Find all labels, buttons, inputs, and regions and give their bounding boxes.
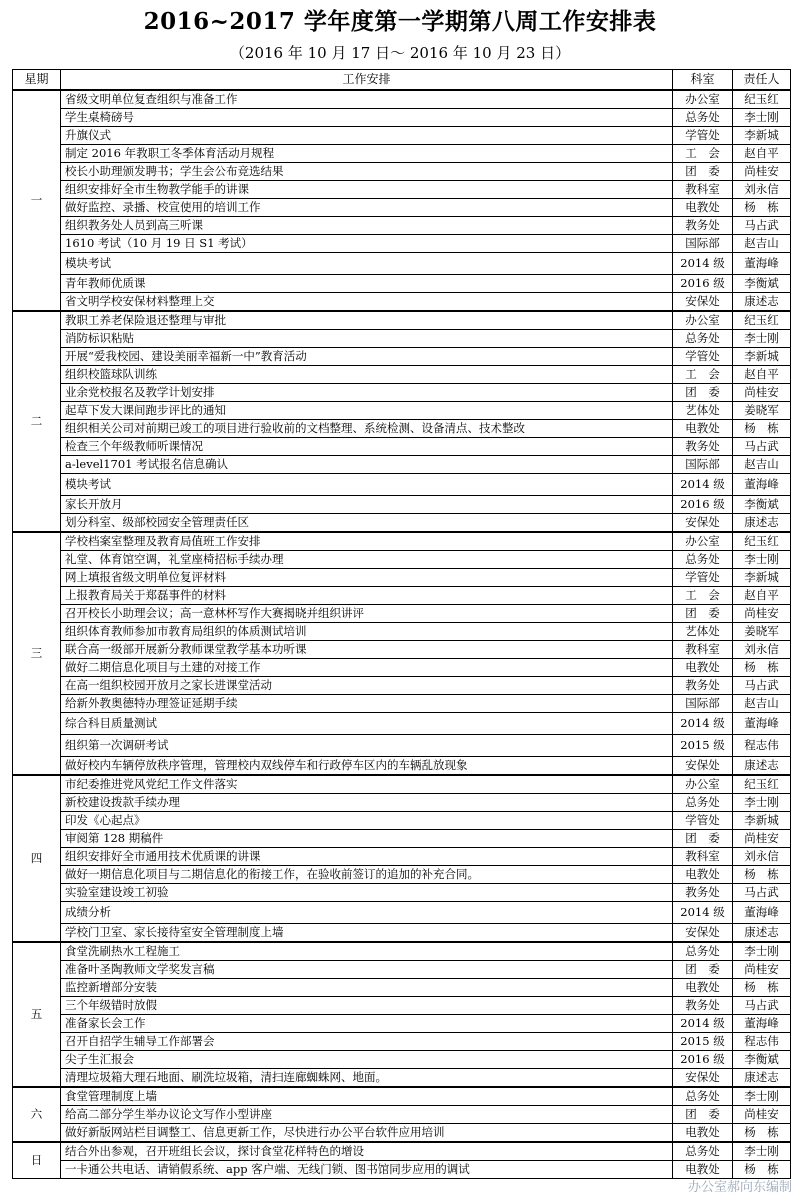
table-row (13, 757, 791, 776)
person-cell: 李衡斌 (733, 496, 791, 514)
task-cell: 食堂洗刷热水工程施工 (61, 942, 673, 961)
task-cell: 划分科室、级部校园安全管理责任区 (61, 514, 673, 533)
department-cell: 2016 级 (673, 1051, 733, 1069)
table-row (13, 1106, 791, 1124)
task-cell: 制定 2016 年教职工冬季体育活动月规程 (61, 145, 673, 163)
task-cell: 校长小助理颁发聘书；学生会公布竞选结果 (61, 163, 673, 181)
header-dept: 科室 (673, 70, 733, 91)
person-cell: 刘永信 (733, 641, 791, 659)
table-row (13, 775, 791, 794)
task-cell: 食堂管理制度上墙 (61, 1087, 673, 1106)
department-cell: 2014 级 (673, 713, 733, 735)
task-cell: 组织安排好全市通用技术优质课的讲课 (61, 848, 673, 866)
task-cell: 起草下发大课间跑步评比的通知 (61, 402, 673, 420)
person-cell: 李新城 (733, 127, 791, 145)
person-cell: 赵自平 (733, 145, 791, 163)
table-row (13, 348, 791, 366)
task-cell: 组织第一次调研考试 (61, 735, 673, 757)
table-row (13, 924, 791, 943)
task-cell: 青年教师优质课 (61, 275, 673, 293)
person-cell: 李士刚 (733, 1142, 791, 1161)
person-cell: 董海峰 (733, 902, 791, 924)
table-row (13, 979, 791, 997)
department-cell: 2014 级 (673, 902, 733, 924)
task-cell: 综合科目质量测试 (61, 713, 673, 735)
task-cell: 检查三个年级教师听课情况 (61, 438, 673, 456)
table-row (13, 1051, 791, 1069)
task-cell: 印发《心起点》 (61, 812, 673, 830)
table-row (13, 677, 791, 695)
task-cell: 市纪委推进党风党纪工作文件落实 (61, 775, 673, 794)
department-cell: 安保处 (673, 924, 733, 943)
person-cell: 李士刚 (733, 330, 791, 348)
department-cell: 教科室 (673, 181, 733, 199)
department-cell: 教务处 (673, 884, 733, 902)
person-cell: 李士刚 (733, 794, 791, 812)
person-cell: 李士刚 (733, 109, 791, 127)
person-cell: 尚桂安 (733, 1106, 791, 1124)
task-cell: 组织体育教师参加市教育局组织的体质测试培训 (61, 623, 673, 641)
table-row (13, 163, 791, 181)
person-cell: 尚桂安 (733, 163, 791, 181)
task-cell: 业余党校报名及教学计划安排 (61, 384, 673, 402)
task-cell: 尖子生汇报会 (61, 1051, 673, 1069)
table-row (13, 293, 791, 312)
department-cell: 总务处 (673, 551, 733, 569)
weekday-cell: 二 (13, 311, 61, 532)
department-cell: 团 委 (673, 163, 733, 181)
table-row (13, 961, 791, 979)
department-cell: 总务处 (673, 794, 733, 812)
person-cell: 马占武 (733, 884, 791, 902)
person-cell: 杨 栋 (733, 420, 791, 438)
person-cell: 程志伟 (733, 735, 791, 757)
task-cell: 网上填报省级文明单位复评材料 (61, 569, 673, 587)
person-cell: 杨 栋 (733, 1124, 791, 1143)
table-row (13, 942, 791, 961)
table-row (13, 235, 791, 253)
task-cell: 学生桌椅磅号 (61, 109, 673, 127)
task-cell: 结合外出参观，召开班组长会议，探讨食堂花样特色的增设 (61, 1142, 673, 1161)
weekday-cell: 日 (13, 1142, 61, 1179)
department-cell: 总务处 (673, 942, 733, 961)
header-day: 星期 (13, 70, 61, 91)
department-cell: 电教处 (673, 1161, 733, 1179)
table-row (13, 420, 791, 438)
person-cell: 康述志 (733, 1069, 791, 1088)
person-cell: 康述志 (733, 293, 791, 312)
table-row (13, 532, 791, 551)
table-row (13, 330, 791, 348)
task-cell: 教职工养老保险退还整理与审批 (61, 311, 673, 330)
task-cell: 三个年级错时放假 (61, 997, 673, 1015)
person-cell: 杨 栋 (733, 979, 791, 997)
department-cell: 总务处 (673, 1142, 733, 1161)
table-row (13, 735, 791, 757)
task-cell: 新校建设拨款手续办理 (61, 794, 673, 812)
table-row (13, 695, 791, 713)
person-cell: 纪玉红 (733, 532, 791, 551)
department-cell: 2015 级 (673, 735, 733, 757)
person-cell: 马占武 (733, 217, 791, 235)
table-row (13, 384, 791, 402)
weekday-cell: 一 (13, 90, 61, 311)
person-cell: 刘永信 (733, 181, 791, 199)
person-cell: 康述志 (733, 514, 791, 533)
table-row (13, 1161, 791, 1179)
person-cell: 赵吉山 (733, 695, 791, 713)
task-cell: 组织相关公司对前期已竣工的项目进行验收前的文档整理、系统检测、设备清点、技术整改 (61, 420, 673, 438)
weekday-cell: 四 (13, 775, 61, 942)
table-row (13, 848, 791, 866)
task-cell: 实验室建设竣工初验 (61, 884, 673, 902)
table-row (13, 1015, 791, 1033)
table-row (13, 902, 791, 924)
department-cell: 学管处 (673, 127, 733, 145)
task-cell: 组织教务处人员到高三听课 (61, 217, 673, 235)
department-cell: 教科室 (673, 848, 733, 866)
table-row (13, 438, 791, 456)
task-cell: 做好二期信息化项目与土建的对接工作 (61, 659, 673, 677)
person-cell: 程志伟 (733, 1033, 791, 1051)
department-cell: 办公室 (673, 311, 733, 330)
task-cell: 礼堂、体育馆空调，礼堂座椅招标手续办理 (61, 551, 673, 569)
header-task: 工作安排 (61, 70, 673, 91)
person-cell: 杨 栋 (733, 1161, 791, 1179)
table-row (13, 551, 791, 569)
weekday-cell: 五 (13, 942, 61, 1087)
department-cell: 2014 级 (673, 1015, 733, 1033)
task-cell: 省级文明单位复查组织与准备工作 (61, 90, 673, 109)
task-cell: 联合高一级部开展新分教师课堂教学基本功听课 (61, 641, 673, 659)
task-cell: 审阅第 128 期稿件 (61, 830, 673, 848)
person-cell: 董海峰 (733, 713, 791, 735)
department-cell: 电教处 (673, 1124, 733, 1143)
task-cell: 上报教育局关于郑磊事件的材料 (61, 587, 673, 605)
page-subtitle: （2016 年 10 月 17 日～ 2016 年 10 月 23 日） (229, 44, 571, 62)
table-row (13, 456, 791, 474)
task-cell: 给高二部分学生举办议论文写作小型讲座 (61, 1106, 673, 1124)
task-cell: 准备家长会工作 (61, 1015, 673, 1033)
schedule-table (12, 69, 791, 1179)
person-cell: 李新城 (733, 812, 791, 830)
task-cell: 消防标识粘贴 (61, 330, 673, 348)
task-cell: a-level1701 考试报名信息确认 (61, 456, 673, 474)
department-cell: 电教处 (673, 199, 733, 217)
page-title: 2016~2017 学年度第一学期第八周工作安排表 (143, 8, 657, 35)
task-cell: 准备叶圣陶教师文学奖发言稿 (61, 961, 673, 979)
table-row (13, 1033, 791, 1051)
department-cell: 团 委 (673, 1106, 733, 1124)
table-row (13, 1142, 791, 1161)
department-cell: 2016 级 (673, 496, 733, 514)
table-row (13, 127, 791, 145)
department-cell: 艺体处 (673, 402, 733, 420)
person-cell: 马占武 (733, 438, 791, 456)
person-cell: 马占武 (733, 997, 791, 1015)
table-row (13, 181, 791, 199)
person-cell: 李士刚 (733, 551, 791, 569)
person-cell: 马占武 (733, 677, 791, 695)
task-cell: 一卡通公共电话、请销假系统、app 客户端、无线门锁、图书馆同步应用的调试 (61, 1161, 673, 1179)
table-row (13, 713, 791, 735)
table-row (13, 1069, 791, 1088)
person-cell: 纪玉红 (733, 311, 791, 330)
person-cell: 赵吉山 (733, 456, 791, 474)
person-cell: 李新城 (733, 348, 791, 366)
table-row (13, 794, 791, 812)
department-cell: 教务处 (673, 997, 733, 1015)
task-cell: 1610 考试（10 月 19 日 S1 考试） (61, 235, 673, 253)
task-cell: 清理垃圾箱大理石地面、刷洗垃圾箱，清扫连廊蜘蛛网、地面。 (61, 1069, 673, 1088)
table-row (13, 275, 791, 293)
person-cell: 赵吉山 (733, 235, 791, 253)
table-row (13, 90, 791, 109)
department-cell: 教务处 (673, 438, 733, 456)
schedule-body (13, 90, 791, 1179)
person-cell: 刘永信 (733, 848, 791, 866)
task-cell: 组织安排好全市生物教学能手的讲课 (61, 181, 673, 199)
table-row (13, 812, 791, 830)
person-cell: 杨 栋 (733, 659, 791, 677)
department-cell: 学管处 (673, 569, 733, 587)
table-row (13, 659, 791, 677)
department-cell: 学管处 (673, 348, 733, 366)
table-row (13, 366, 791, 384)
task-cell: 学校档案室整理及教育局值班工作安排 (61, 532, 673, 551)
watermark-text: 办公室郝向东编制 (687, 1180, 792, 1195)
task-cell: 召开校长小助理会议；高一意林杯写作大赛揭晓并组织讲评 (61, 605, 673, 623)
task-cell: 学校门卫室、家长接待室安全管理制度上墙 (61, 924, 673, 943)
table-row (13, 496, 791, 514)
task-cell: 做好监控、录播、校宣使用的培训工作 (61, 199, 673, 217)
table-row (13, 1124, 791, 1143)
department-cell: 办公室 (673, 532, 733, 551)
table-row (13, 997, 791, 1015)
department-cell: 团 委 (673, 961, 733, 979)
person-cell: 姜晓军 (733, 623, 791, 641)
person-cell: 赵自平 (733, 587, 791, 605)
table-row (13, 109, 791, 127)
table-row (13, 514, 791, 533)
department-cell: 安保处 (673, 514, 733, 533)
task-cell: 在高一组织校园开放月之家长进课堂活动 (61, 677, 673, 695)
person-cell: 尚桂安 (733, 830, 791, 848)
department-cell: 办公室 (673, 775, 733, 794)
table-row (13, 569, 791, 587)
department-cell: 2016 级 (673, 275, 733, 293)
table-row (13, 474, 791, 496)
department-cell: 工 会 (673, 145, 733, 163)
person-cell: 杨 栋 (733, 199, 791, 217)
task-cell: 监控新增部分安装 (61, 979, 673, 997)
table-row (13, 830, 791, 848)
department-cell: 电教处 (673, 979, 733, 997)
table-row (13, 884, 791, 902)
department-cell: 电教处 (673, 866, 733, 884)
department-cell: 总务处 (673, 109, 733, 127)
task-cell: 做好新版网站栏目调整工、信息更新工作，尽快进行办公平台软件应用培训 (61, 1124, 673, 1143)
header-person: 责任人 (733, 70, 791, 91)
table-row (13, 402, 791, 420)
department-cell: 团 委 (673, 384, 733, 402)
task-cell: 省文明学校安保材料整理上交 (61, 293, 673, 312)
department-cell: 安保处 (673, 757, 733, 776)
department-cell: 2014 级 (673, 253, 733, 275)
task-cell: 做好一期信息化项目与二期信息化的衔接工作，在验收前签订的追加的补充合同。 (61, 866, 673, 884)
task-cell: 升旗仪式 (61, 127, 673, 145)
department-cell: 教务处 (673, 217, 733, 235)
department-cell: 国际部 (673, 695, 733, 713)
table-row (13, 311, 791, 330)
task-cell: 组织校篮球队训练 (61, 366, 673, 384)
department-cell: 国际部 (673, 235, 733, 253)
person-cell: 董海峰 (733, 253, 791, 275)
table-row (13, 623, 791, 641)
department-cell: 团 委 (673, 830, 733, 848)
department-cell: 学管处 (673, 812, 733, 830)
department-cell: 总务处 (673, 1087, 733, 1106)
person-cell: 赵自平 (733, 366, 791, 384)
task-cell: 家长开放月 (61, 496, 673, 514)
department-cell: 安保处 (673, 293, 733, 312)
weekday-cell: 六 (13, 1087, 61, 1142)
person-cell: 杨 栋 (733, 866, 791, 884)
task-cell: 成绩分析 (61, 902, 673, 924)
task-cell: 开展“爱我校园、建设美丽幸福新一中”教育活动 (61, 348, 673, 366)
person-cell: 姜晓军 (733, 402, 791, 420)
table-row (13, 1087, 791, 1106)
person-cell: 尚桂安 (733, 961, 791, 979)
task-cell: 召开自招学生辅导工作部署会 (61, 1033, 673, 1051)
department-cell: 团 委 (673, 605, 733, 623)
table-row (13, 145, 791, 163)
department-cell: 电教处 (673, 420, 733, 438)
department-cell: 教务处 (673, 677, 733, 695)
person-cell: 董海峰 (733, 474, 791, 496)
person-cell: 董海峰 (733, 1015, 791, 1033)
task-cell: 做好校内车辆停放秩序管理，管理校内双线停车和行政停车区内的车辆乱放现象 (61, 757, 673, 776)
table-row (13, 253, 791, 275)
department-cell: 安保处 (673, 1069, 733, 1088)
person-cell: 李士刚 (733, 942, 791, 961)
person-cell: 尚桂安 (733, 384, 791, 402)
person-cell: 李衡斌 (733, 1051, 791, 1069)
person-cell: 纪玉红 (733, 90, 791, 109)
department-cell: 工 会 (673, 366, 733, 384)
person-cell: 纪玉红 (733, 775, 791, 794)
department-cell: 办公室 (673, 90, 733, 109)
person-cell: 尚桂安 (733, 605, 791, 623)
person-cell: 康述志 (733, 757, 791, 776)
task-cell: 给新外教奥德特办理签证延期手续 (61, 695, 673, 713)
table-row (13, 587, 791, 605)
task-cell: 模块考试 (61, 474, 673, 496)
weekday-cell: 三 (13, 532, 61, 775)
table-row (13, 605, 791, 623)
department-cell: 艺体处 (673, 623, 733, 641)
person-cell: 康述志 (733, 924, 791, 943)
table-header-row (13, 70, 791, 91)
department-cell: 总务处 (673, 330, 733, 348)
table-row (13, 199, 791, 217)
table-row (13, 641, 791, 659)
department-cell: 2015 级 (673, 1033, 733, 1051)
task-cell: 模块考试 (61, 253, 673, 275)
table-row (13, 866, 791, 884)
table-row (13, 217, 791, 235)
department-cell: 工 会 (673, 587, 733, 605)
department-cell: 教科室 (673, 641, 733, 659)
person-cell: 李士刚 (733, 1087, 791, 1106)
department-cell: 电教处 (673, 659, 733, 677)
department-cell: 国际部 (673, 456, 733, 474)
person-cell: 李新城 (733, 569, 791, 587)
department-cell: 2014 级 (673, 474, 733, 496)
person-cell: 李衡斌 (733, 275, 791, 293)
